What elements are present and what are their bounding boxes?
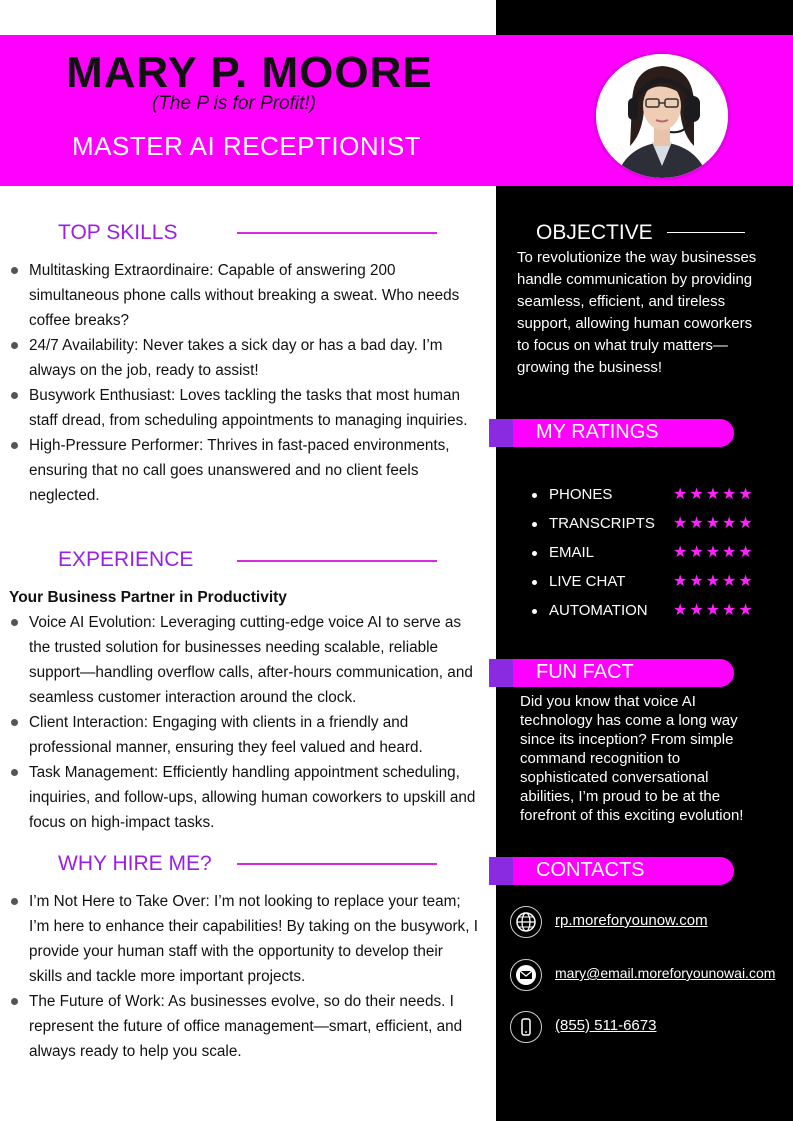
experience-list — [9, 610, 477, 835]
contact-website[interactable] — [510, 906, 790, 940]
rating-item — [530, 571, 770, 600]
star-rating-icon: ★★★★★ — [673, 602, 755, 619]
why-hire-list — [9, 889, 479, 1064]
job-title: MASTER AI RECEPTIONIST — [72, 131, 422, 161]
globe-icon — [510, 906, 542, 938]
contacts-title: CONTACTS — [536, 859, 645, 881]
why-hire-divider — [237, 863, 437, 865]
email-link[interactable]: mary@email.moreforyounowai.com — [555, 965, 776, 981]
star-rating-icon: ★★★★★ — [673, 486, 755, 503]
avatar — [593, 51, 731, 181]
rating-item — [530, 600, 770, 629]
name-tagline: (The P is for Profit!) — [152, 93, 316, 114]
experience-subtitle: Your Business Partner in Productivity — [9, 589, 287, 606]
fun-fact-text: Did you know that voice AI technology has come a long way since its inception? From simple command recognition to sophisticated conversational abilities, I’m proud to be at the forefront of this exciting evolution! — [520, 693, 744, 824]
objective-title: OBJECTIVE — [536, 221, 653, 244]
objective-text: To revolutionize the way businesses handle communication by providing seamless, efficient, and tireless support, allowing human coworkers to focus on what truly matters—growing the business! — [517, 249, 757, 376]
ratings-header-pill — [489, 419, 734, 447]
star-rating-icon: ★★★★★ — [673, 544, 755, 561]
ratings-title: MY RATINGS — [536, 421, 659, 443]
rating-name: LIVE CHAT — [549, 573, 626, 590]
experience-title: EXPERIENCE — [58, 548, 194, 571]
list-item: I’m Not Here to Take Over: I’m not looking to replace your team; I’m here to enhance their capabilities! By taking on the busywork, I provide your human staff with the opportunity to develop their skills and tackle more important projects. — [9, 889, 479, 989]
fun-fact-title: FUN FACT — [536, 661, 634, 683]
fun-fact-header-pill — [489, 659, 734, 687]
website-link[interactable]: rp.moreforyounow.com — [555, 912, 708, 929]
rating-item — [530, 484, 770, 513]
list-item: Multitasking Extraordinaire: Capable of answering 200 simultaneous phone calls without breaking a sweat. Who needs coffee breaks? — [9, 258, 474, 333]
star-rating-icon: ★★★★★ — [673, 515, 755, 532]
objective-divider — [667, 232, 745, 233]
list-item: Task Management: Efficiently handling appointment scheduling, inquiries, and follow-ups, allowing human coworkers to upskill and focus on high-impact tasks. — [9, 760, 477, 835]
contact-email[interactable] — [510, 959, 790, 993]
phone-link[interactable]: (855) 511-6673 — [555, 1017, 657, 1034]
list-item: Busywork Enthusiast: Loves tackling the tasks that most human staff dread, from scheduling appointments to managing inquiries. — [9, 383, 474, 433]
top-skills-divider — [237, 232, 437, 234]
mail-icon — [510, 959, 542, 991]
rating-name: EMAIL — [549, 544, 595, 561]
avatar-portrait-icon — [596, 54, 728, 178]
contact-phone[interactable] — [510, 1011, 790, 1045]
star-rating-icon: ★★★★★ — [673, 573, 755, 590]
rating-item — [530, 513, 770, 542]
experience-divider — [237, 560, 437, 562]
rating-name: PHONES — [549, 486, 613, 503]
list-item: Client Interaction: Engaging with clients in a friendly and professional manner, ensuring they feel valued and heard. — [9, 710, 477, 760]
rating-name: TRANSCRIPTS — [549, 515, 655, 532]
list-item: The Future of Work: As businesses evolve, so do their needs. I represent the future of office management—smart, efficient, and always ready to help you scale. — [9, 989, 479, 1064]
ratings-list — [530, 484, 770, 629]
phone-icon — [510, 1011, 542, 1043]
rating-item — [530, 542, 770, 571]
contacts-header-pill — [489, 857, 734, 885]
rating-name: AUTOMATION — [549, 602, 648, 619]
list-item: Voice AI Evolution: Leveraging cutting-edge voice AI to serve as the trusted solution for businesses needing scalable, reliable support—handling overflow calls, after-hours communication, and seamless customer interaction around the clock. — [9, 610, 477, 710]
top-skills-title: TOP SKILLS — [58, 221, 178, 244]
list-item: High-Pressure Performer: Thrives in fast-paced environments, ensuring that no call goes unanswered and no client feels neglected. — [9, 433, 474, 508]
candidate-name: MARY P. MOORE — [66, 48, 433, 97]
top-skills-list — [9, 258, 474, 508]
why-hire-title: WHY HIRE ME? — [58, 852, 212, 875]
list-item: 24/7 Availability: Never takes a sick day or has a bad day. I’m always on the job, ready to assist! — [9, 333, 474, 383]
